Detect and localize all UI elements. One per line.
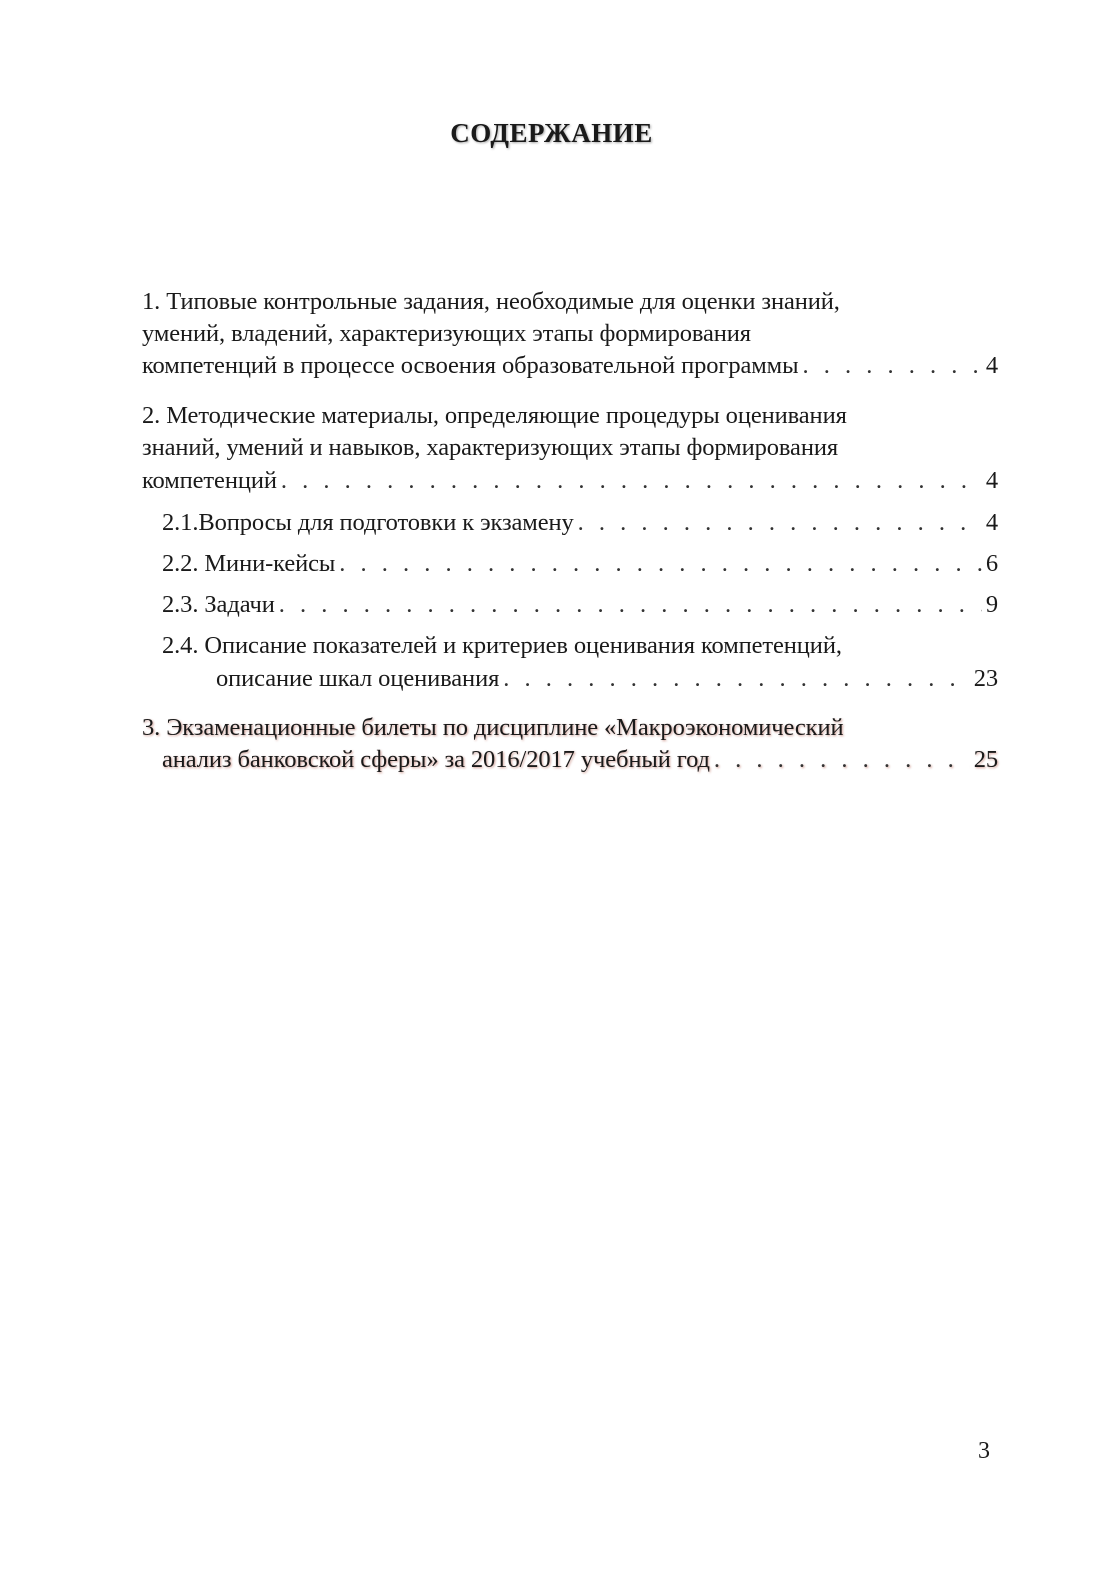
page-title: СОДЕРЖАНИЕ xyxy=(450,118,653,148)
toc-entry-3-line-2[interactable] xyxy=(162,745,998,775)
toc-leader-dots xyxy=(714,745,970,775)
toc-entry-3-text: анализ банковской сферы» за 2016/2017 учебный год xyxy=(162,746,710,773)
toc-entry-2-3-page: 9 xyxy=(985,591,998,618)
toc-leader-dots xyxy=(802,351,981,381)
toc-leader-dots xyxy=(578,508,982,538)
page-number: 3 xyxy=(978,1438,990,1464)
toc-leader-dots xyxy=(339,549,982,579)
toc-entry-1-line-2[interactable]: умений, владений, характеризующих этапы формирования xyxy=(142,320,751,347)
toc-entry-2-line-1[interactable]: 2. Методические материалы, определяющие процедуры оценивания xyxy=(142,402,847,429)
toc-entry-2-4-page: 23 xyxy=(973,665,998,692)
toc-entry-2-1[interactable] xyxy=(162,508,998,538)
toc-entry-2-3[interactable] xyxy=(162,590,998,620)
toc-entry-2-3-text: 2.3. Задачи xyxy=(162,591,275,618)
toc-entry-3-line-1[interactable]: 3. Экзаменационные билеты по дисциплине «Макроэкономический xyxy=(142,714,844,741)
toc-entry-1-text: компетенций в процессе освоения образовательной программы xyxy=(142,352,799,379)
toc-entry-2-page: 4 xyxy=(985,467,998,494)
toc-entry-1-line-3[interactable] xyxy=(142,351,998,381)
toc-entry-2-1-page: 4 xyxy=(985,509,998,536)
toc-entry-2-1-text: 2.1.Вопросы для подготовки к экзамену xyxy=(162,509,574,536)
toc-entry-2-text: компетенций xyxy=(142,467,277,494)
toc-entry-2-4-line-2[interactable] xyxy=(216,664,998,694)
toc-entry-2-4-line-1[interactable]: 2.4. Описание показателей и критериев оценивания компетенций, xyxy=(162,632,842,659)
toc-leader-dots xyxy=(503,664,969,694)
toc-leader-dots xyxy=(279,590,982,620)
toc-entry-2-2[interactable] xyxy=(162,549,998,579)
toc-entry-3-page: 25 xyxy=(973,746,998,773)
toc-entry-2-4-text: описание шкал оценивания xyxy=(216,665,500,692)
toc-leader-dots xyxy=(281,466,982,496)
toc-entry-2-line-2[interactable]: знаний, умений и навыков, характеризующих этапы формирования xyxy=(142,434,839,461)
toc-entry-2-2-text: 2.2. Мини-кейсы xyxy=(162,550,336,577)
toc-entry-1-page: 4 xyxy=(985,352,998,379)
toc-entry-2-2-page: 6 xyxy=(985,550,998,577)
toc-entry-1-line-1[interactable]: 1. Типовые контрольные задания, необходимые для оценки знаний, xyxy=(142,288,840,315)
toc-entry-2-line-3[interactable] xyxy=(142,466,998,496)
